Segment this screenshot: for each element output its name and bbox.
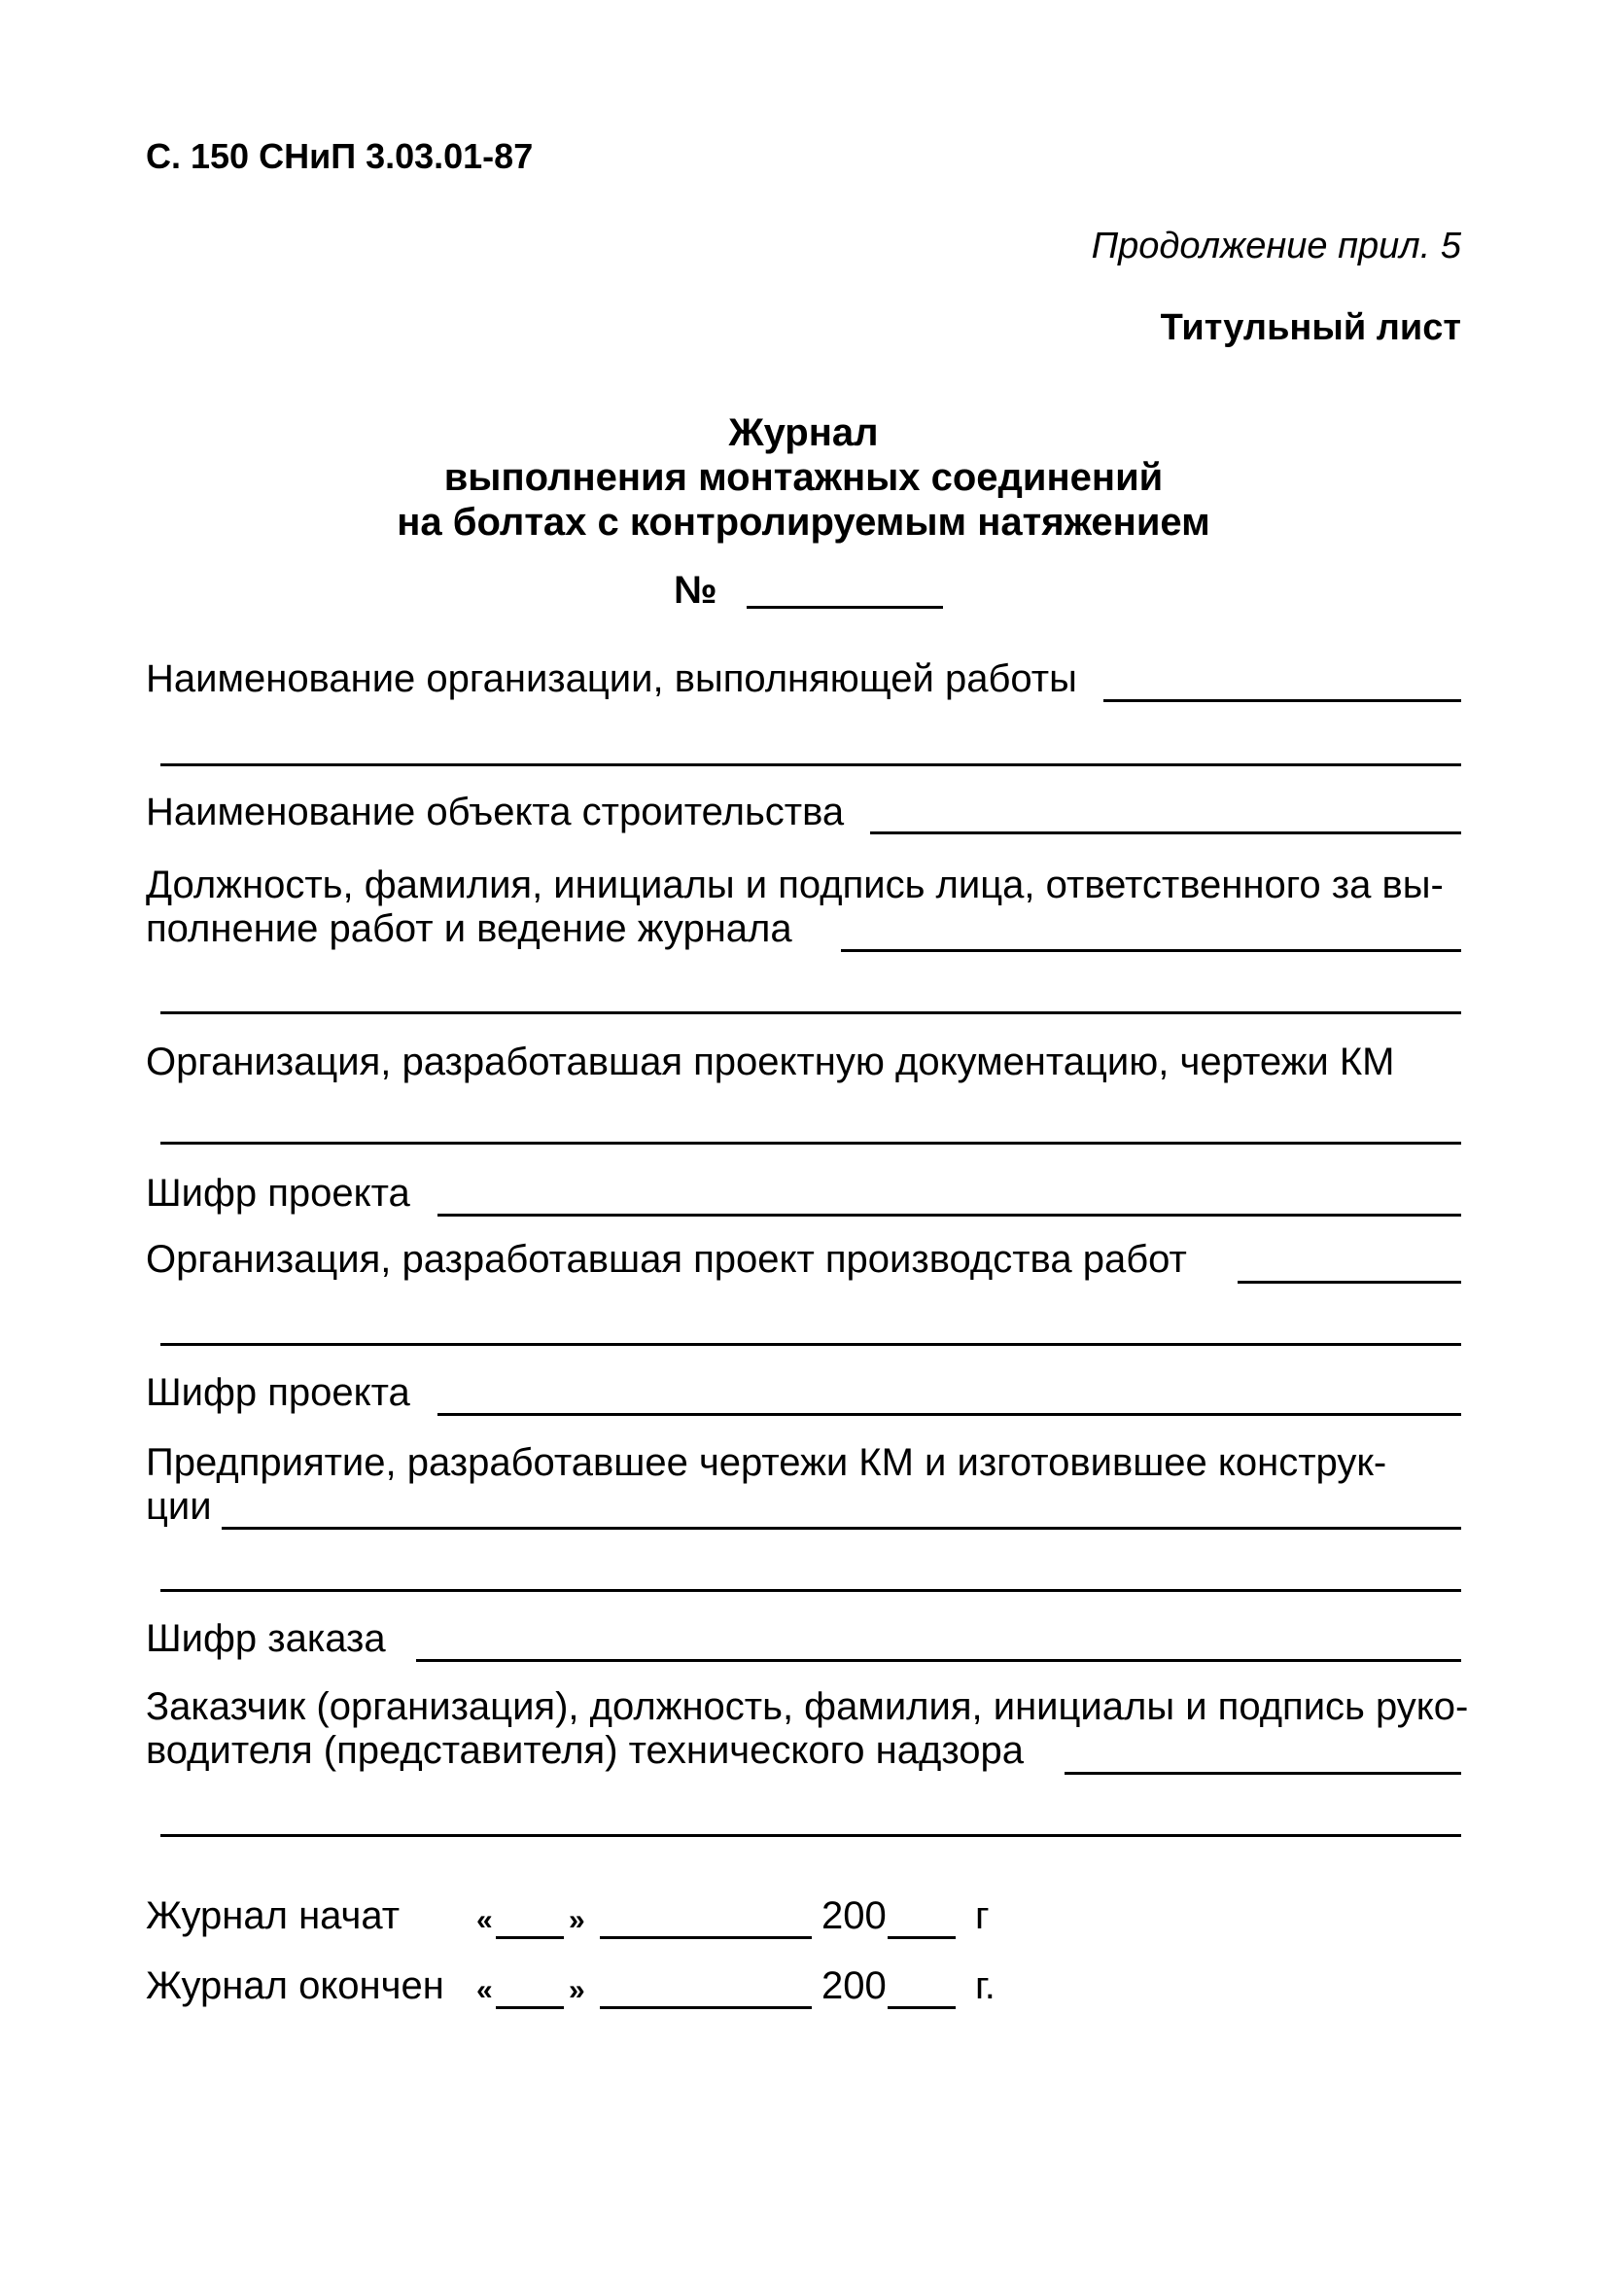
org-name-field-continued[interactable] [160,763,1461,766]
finished-close-quote: » [569,1974,585,2006]
page-reference: С. 150 СНиП 3.03.01-87 [146,136,534,176]
manufacturer-field[interactable] [222,1527,1461,1530]
finished-year-field[interactable] [888,2006,956,2009]
manufacturer-label-2: ции [146,1485,212,1528]
customer-field[interactable] [1065,1772,1461,1775]
journal-subtitle-2: на болтах с контролируемым натяжением [397,501,1210,544]
started-year-prefix: 200 [821,1894,887,1937]
journal-started-label: Журнал начат [146,1894,401,1937]
started-close-quote: » [569,1904,585,1936]
customer-label-1: Заказчик (организация), должность, фамилия, инициалы и подпись руко- [146,1685,1469,1728]
journal-finished-label: Журнал окончен [146,1964,444,2007]
started-year-suffix: г [975,1894,990,1937]
started-year-field[interactable] [888,1936,956,1939]
object-name-field[interactable] [870,831,1461,834]
project-code-field-1[interactable] [437,1214,1461,1217]
finished-day-field[interactable] [496,2006,564,2009]
responsible-field-continued[interactable] [160,1011,1461,1014]
design-org-label: Организация, разработавшая проектную документацию, чертежи КМ [146,1041,1395,1083]
responsible-label-2: полнение работ и ведение журнала [146,907,792,950]
design-org-field[interactable] [160,1142,1461,1145]
order-code-field[interactable] [416,1659,1461,1662]
customer-label-2: водителя (представителя) технического надзора [146,1729,1024,1772]
started-day-field[interactable] [496,1936,564,1939]
org-name-label: Наименование организации, выполняющей работы [146,657,1077,700]
project-code-label-1: Шифр проекта [146,1172,410,1215]
manufacturer-label-1: Предприятие, разработавшее чертежи КМ и изготовившее конструк- [146,1441,1387,1484]
object-name-label: Наименование объекта строительства [146,791,845,833]
started-open-quote: « [476,1904,493,1936]
finished-year-suffix: г. [975,1964,996,2007]
sheet-type: Титульный лист [1160,307,1461,348]
manufacturer-field-continued[interactable] [160,1589,1461,1592]
continuation-note: Продолжение прил. 5 [1091,226,1461,266]
project-code-label-2: Шифр проекта [146,1371,410,1414]
finished-year-prefix: 200 [821,1964,887,2007]
order-code-label: Шифр заказа [146,1617,386,1660]
responsible-label-1: Должность, фамилия, инициалы и подпись лица, ответственного за вы- [146,864,1444,906]
journal-subtitle-1: выполнения монтажных соединений [443,456,1164,499]
customer-field-continued[interactable] [160,1834,1461,1837]
journal-title: Журнал [728,411,879,454]
ppr-org-label: Организация, разработавшая проект производства работ [146,1238,1187,1281]
org-name-field[interactable] [1103,699,1461,702]
finished-open-quote: « [476,1974,493,2006]
journal-number-field[interactable] [747,606,943,609]
responsible-field[interactable] [841,949,1461,952]
ppr-org-field-continued[interactable] [160,1343,1461,1346]
journal-number-label: № [674,569,717,612]
finished-month-field[interactable] [600,2006,812,2009]
started-month-field[interactable] [600,1936,812,1939]
ppr-org-field[interactable] [1238,1281,1461,1284]
project-code-field-2[interactable] [437,1413,1461,1416]
